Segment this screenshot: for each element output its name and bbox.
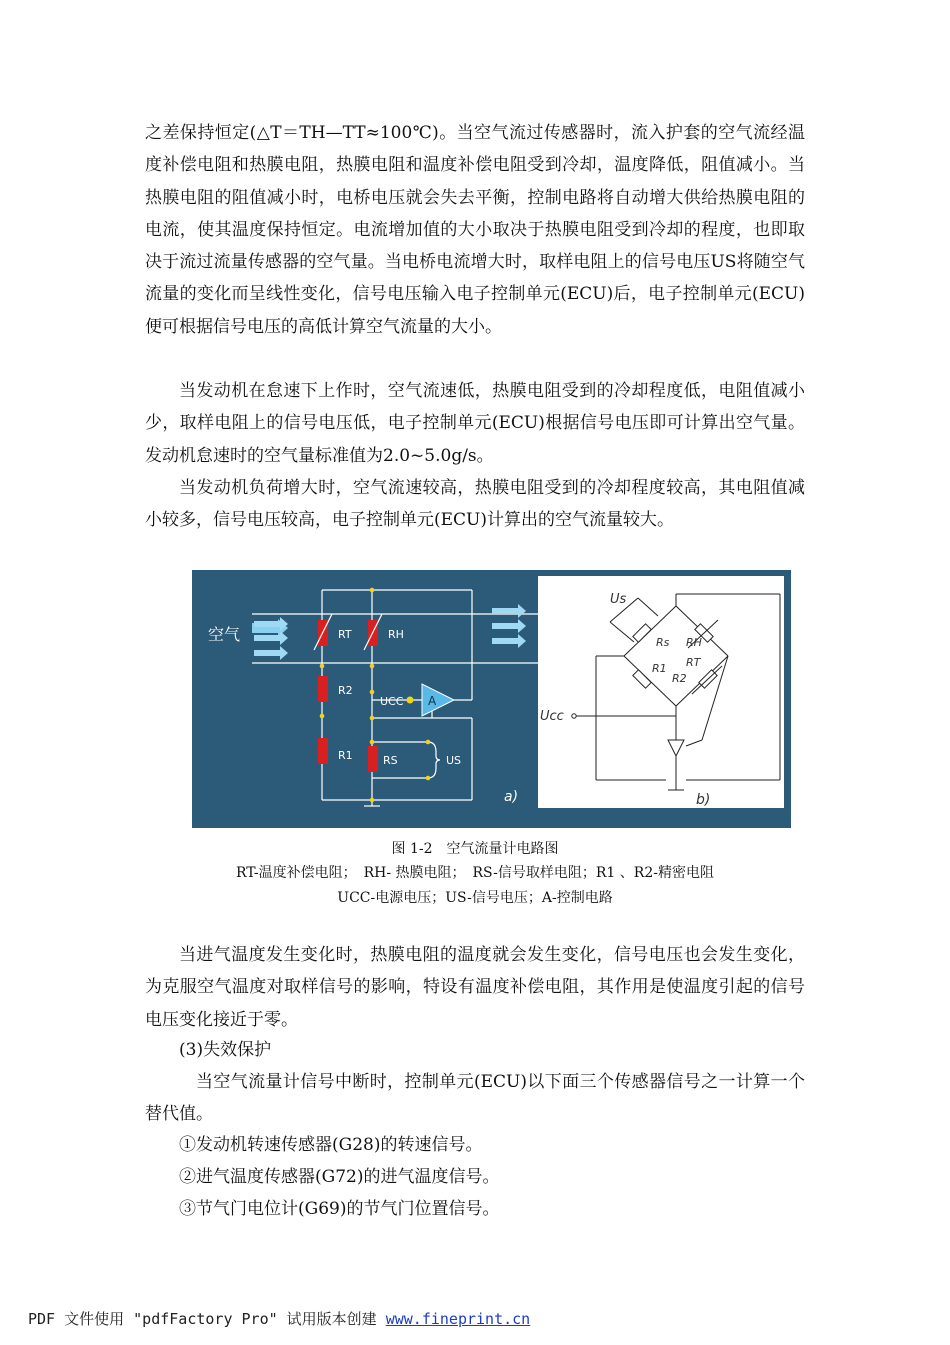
label-rt-b: RT — [686, 656, 701, 669]
label-r1: R1 — [338, 749, 353, 762]
paragraph-bridge-balance: 之差保持恒定(△T＝TH—TT≈100℃)。当空气流过传感器时，流入护套的空气流经温度补偿电阻和热膜电阻，热膜电阻和温度补偿电阻受到冷却，温度降低，阻值减小。当热膜电阻的阻值减小时，电桥电压就会失去平衡，控制电路将自动增大供给热膜电阻的电流，使其温度保持恒定。电流增加值的大小取决于热膜电阻受到冷却的程度，也即取决于流过流量传感器的空气量。当电桥电流增大时，取样电阻上的信号电压US将随空气流量的变化而呈线性变化，信号电压输入电子控制单元(ECU)后，电子控制单元(ECU)便可根据信号电压的高低计算空气流量的大小。 — [145, 123, 805, 337]
paragraph-idle: 当发动机在怠速下上作时，空气流速低，热膜电阻受到的冷却程度低，电阻值减小少，取样电阻上的信号电压低，电子控制单元(ECU)根据信号电压即可计算出空气量。发动机怠速时的空气量标准值为2.0~5.0g/s。 — [145, 381, 805, 466]
section-heading-failsafe: (3)失效保护 — [179, 1040, 272, 1060]
air-label: 空气 — [208, 625, 241, 644]
amplifier-a — [422, 684, 454, 716]
footer-link[interactable]: www.fineprint.cn — [385, 1310, 531, 1328]
circuit-figure — [192, 570, 791, 828]
paragraph-temperature: 当进气温度发生变化时，热膜电阻的温度就会发生变化，信号电压也会发生变化，为克服空气温度对取样信号的影响，特设有温度补偿电阻，其作用是使温度引起的信号电压变化接近于零。 — [145, 945, 805, 1030]
tag-a: a) — [504, 789, 519, 805]
list-item: ②进气温度传感器(G72)的进气温度信号。 — [179, 1167, 500, 1187]
resistor-rs — [368, 746, 378, 772]
airflow-arrows-left — [254, 617, 288, 660]
circuit-diagram — [192, 570, 791, 828]
footer-watermark — [28, 1308, 530, 1329]
paragraph-load: 当发动机负荷增大时，空气流速较高，热膜电阻受到的冷却程度较高，其电阻值减小较多，信号电压较高，电子控制单元(ECU)计算出的空气流量较大。 — [145, 478, 805, 531]
label-amp: A — [428, 694, 437, 708]
label-us-b: Us — [610, 592, 627, 607]
label-rh-b: RH — [686, 636, 702, 649]
label-ucc: UCC — [380, 695, 404, 708]
airflow-arrows-right — [492, 604, 526, 648]
resistor-r1 — [318, 738, 328, 764]
label-r1-b: R1 — [652, 662, 667, 675]
label-r2-b: R2 — [672, 672, 687, 685]
figure-caption: 图 1-2 空气流量计电路图 — [391, 841, 559, 857]
paragraph-failsafe: 当空气流量计信号中断时，控制单元(ECU)以下面三个传感器信号之一计算一个替代值。 — [145, 1072, 805, 1125]
label-rs-b: Rs — [656, 636, 670, 649]
list-item: ③节气门电位计(G69)的节气门位置信号。 — [179, 1199, 500, 1219]
label-rs: RS — [383, 754, 398, 767]
footer-text: PDF 文件使用 "pdfFactory Pro" 试用版本创建 — [28, 1310, 386, 1328]
figure-legend-line2: UCC-电源电压；US-信号电压；A-控制电路 — [337, 890, 613, 906]
figure-legend-line1: RT-温度补偿电阻； RH- 热膜电阻； RS-信号取样电阻；R1 、R2-精密电阻 — [236, 865, 714, 881]
tag-b: b) — [696, 792, 711, 808]
list-item: ①发动机转速传感器(G28)的转速信号。 — [179, 1135, 483, 1155]
label-r2: R2 — [338, 684, 353, 697]
resistor-r2 — [318, 676, 328, 702]
us-brace — [428, 742, 440, 778]
label-ucc-b: Ucc — [540, 709, 564, 724]
label-us-a: US — [446, 754, 462, 767]
ucc-terminal — [572, 714, 576, 718]
label-rh: RH — [388, 628, 404, 641]
label-rt: RT — [338, 628, 352, 641]
